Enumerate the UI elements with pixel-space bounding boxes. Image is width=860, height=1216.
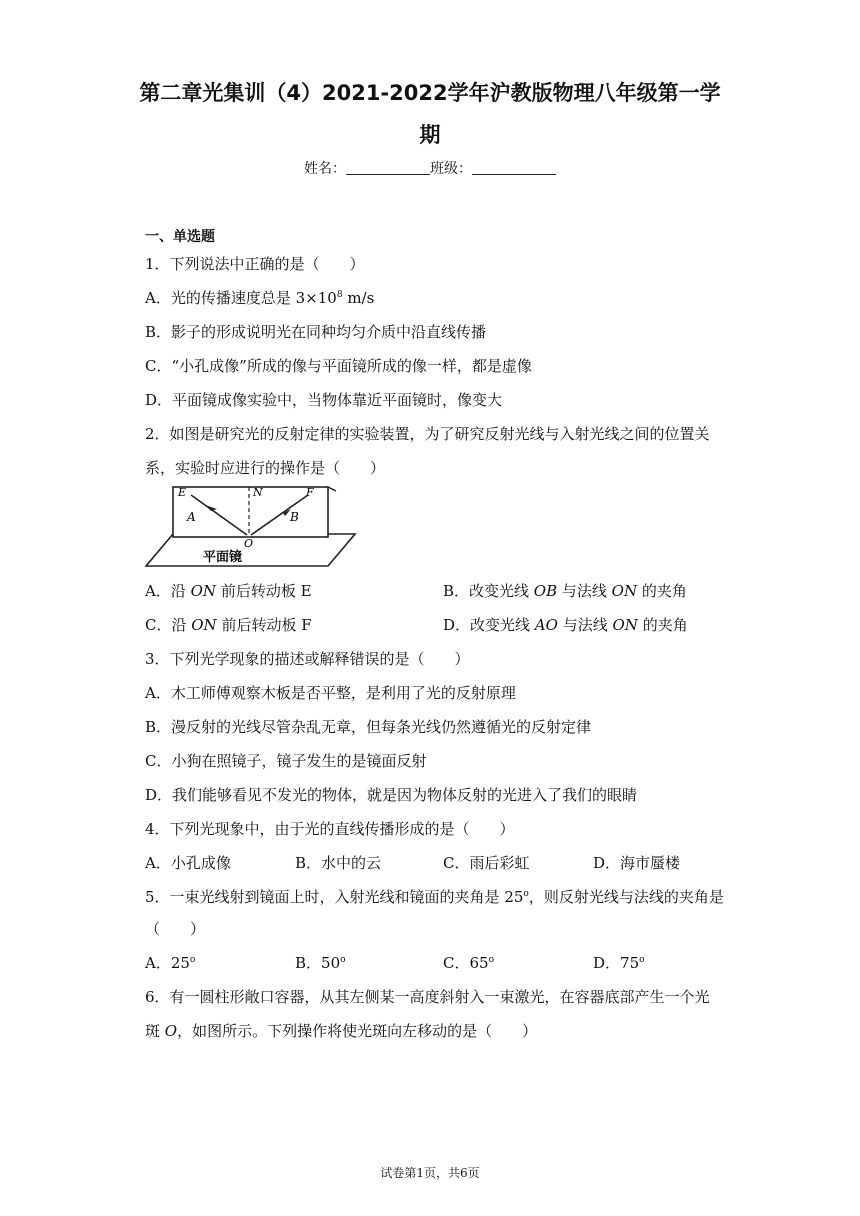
q3-option-c: C．小狗在照镜子，镜子发生的是镜面反射 xyxy=(145,752,427,770)
label-b: B xyxy=(290,510,299,524)
q5-stem-line2: （ ） xyxy=(145,920,206,938)
q4-option-b: B．水中的云 xyxy=(295,854,382,872)
q2-d-symbol2: ON xyxy=(612,616,638,634)
q6-symbol-o: O xyxy=(164,1022,178,1040)
reflection-apparatus-figure xyxy=(143,483,358,571)
q5-stem-post: ，则反射光线与法线的夹角是 xyxy=(528,888,724,906)
q5-a-text: A．25 xyxy=(145,954,190,972)
label-f: F xyxy=(306,486,314,499)
q5-a-degree: o xyxy=(189,955,196,965)
q2-a-post: 前后转动板 E xyxy=(216,582,312,600)
q2-d-symbol1: AO xyxy=(534,616,558,634)
q2-option-c xyxy=(145,614,312,635)
q2-option-b xyxy=(443,580,687,601)
q5-c-text: C．65 xyxy=(443,954,489,972)
q5-option-b xyxy=(295,952,346,973)
q2-stem-line1: 2．如图是研究光的反射定律的实验装置，为了研究反射光线与入射光线之间的位置关 xyxy=(145,425,710,443)
q2-option-a xyxy=(145,580,312,601)
q5-stem-pre: 5．一束光线射到镜面上时，入射光线和镜面的夹角是 25 xyxy=(145,888,524,906)
q5-option-d xyxy=(593,952,645,973)
label-e: E xyxy=(178,486,187,499)
q4-option-d: D．海市蜃楼 xyxy=(593,854,681,872)
q3-option-b: B．漫反射的光线尽管杂乱无章，但每条光线仍然遵循光的反射定律 xyxy=(145,718,592,736)
label-o: O xyxy=(244,537,254,550)
q3-option-d: D．我们能够看见不发光的物体，就是因为物体反射的光进入了我们的眼睛 xyxy=(145,786,638,804)
q5-degree-mark: o xyxy=(523,889,529,899)
page-title: 第二章光集训（4）2021-2022学年沪教版物理八年级第一学 xyxy=(139,81,721,105)
q2-a-pre: A．沿 xyxy=(145,582,191,600)
section-heading: 一、单选题 xyxy=(145,229,215,245)
q3-stem: 3．下列光学现象的描述或解释错误的是（ ） xyxy=(145,650,470,668)
q2-d-post: 的夹角 xyxy=(637,616,688,634)
class-label: 班级： xyxy=(430,161,472,177)
q6-stem-pre: 斑 xyxy=(145,1022,165,1040)
name-label: 姓名： xyxy=(304,161,346,177)
q2-b-symbol2: ON xyxy=(611,582,638,600)
q5-stem-line1 xyxy=(145,886,724,907)
q5-b-text: B．50 xyxy=(295,954,341,972)
q6-stem-line1: 6．有一圆柱形敞口容器，从其左侧某一高度斜射入一束激光，在容器底部产生一个光 xyxy=(145,988,710,1006)
q2-c-symbol: ON xyxy=(191,616,217,634)
q2-d-pre: D．改变光线 xyxy=(443,616,535,634)
page-title-continued: 期 xyxy=(419,123,441,147)
q2-b-post: 的夹角 xyxy=(637,582,687,600)
q2-c-post: 前后转动板 F xyxy=(216,616,312,634)
q5-d-degree: o xyxy=(639,955,645,965)
student-info xyxy=(0,158,860,178)
q2-d-mid: 与法线 xyxy=(557,616,613,634)
q1-option-b: B．影子的形成说明光在同种均匀介质中沿直线传播 xyxy=(145,323,487,341)
q1-a-unit: m/s xyxy=(342,289,375,307)
q2-b-symbol1: OB xyxy=(533,582,558,600)
q2-option-d xyxy=(443,614,688,635)
q2-b-mid: 与法线 xyxy=(557,582,612,600)
q1-stem: 1．下列说法中正确的是（ ） xyxy=(145,255,365,273)
q1-option-c: C．“小孔成像”所成的像与平面镜所成的像一样，都是虚像 xyxy=(145,357,532,375)
q4-option-a: A．小孔成像 xyxy=(145,854,231,872)
class-blank[interactable] xyxy=(472,160,556,175)
q1-option-a xyxy=(145,287,374,308)
label-a: A xyxy=(187,510,196,524)
q2-c-pre: C．沿 xyxy=(145,616,192,634)
q2-a-symbol: ON xyxy=(190,582,217,600)
q2-stem-line2: 系，实验时应进行的操作是（ ） xyxy=(145,459,386,477)
label-n: N xyxy=(253,486,263,499)
name-blank[interactable] xyxy=(346,160,430,175)
q1-a-text: A．光的传播速度总是 3×10 xyxy=(145,289,337,307)
q4-option-c: C．雨后彩虹 xyxy=(443,854,530,872)
q2-b-pre: B．改变光线 xyxy=(443,582,534,600)
q5-b-degree: o xyxy=(340,955,346,965)
q3-option-a: A．木工师傅观察木板是否平整，是利用了光的反射原理 xyxy=(145,684,516,702)
mirror-label: 平面镜 xyxy=(203,550,243,565)
q5-d-text: D．75 xyxy=(593,954,640,972)
page-footer: 试卷第1页，共6页 xyxy=(380,1166,480,1180)
q1-a-exponent: 8 xyxy=(336,290,343,300)
q5-c-degree: o xyxy=(488,955,494,965)
q4-stem: 4．下列光现象中，由于光的直线传播形成的是（ ） xyxy=(145,820,515,838)
q5-option-c xyxy=(443,952,494,973)
q6-stem-post: ，如图所示。下列操作将使光斑向左移动的是（ ） xyxy=(177,1022,538,1040)
q1-option-d: D．平面镜成像实验中，当物体靠近平面镜时，像变大 xyxy=(145,391,503,409)
q6-stem-line2 xyxy=(145,1020,537,1041)
q5-option-a xyxy=(145,952,195,973)
